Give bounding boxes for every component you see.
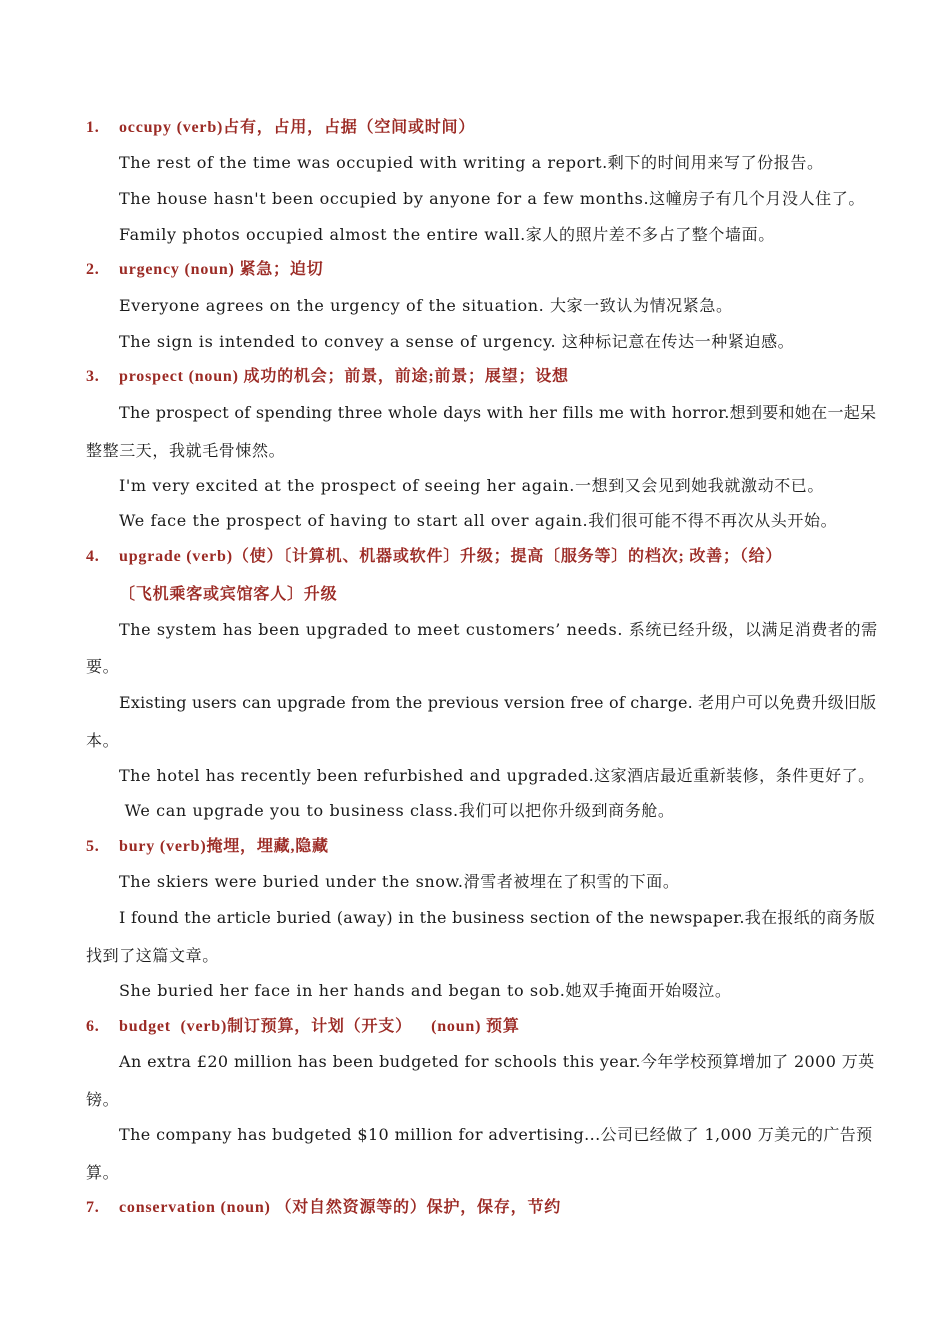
entry-heading-continued: 〔飞机乘客或宾馆客人〕升级 [119,586,338,603]
entry-heading [86,1016,520,1038]
example-sentence: The skiers were buried under the snow.滑雪者被埋在了积雪的下面。 [119,872,680,891]
example-sentence: The hotel has recently been refurbished and upgraded.这家酒店最近重新装修，条件更好了。 [119,766,875,785]
example-sentence: An extra £20 million has been budgeted for schools this year.今年学校预算增加了 2000 万英 [119,1052,875,1071]
example-sentence-continued: 找到了这篇文章。 [86,946,219,965]
entry-term: upgrade (verb)（使）〔计算机、机器或软件〕升级；提高〔服务等〕的档次; 改善；（给） [119,548,783,565]
example-sentence-continued: 本。 [86,731,120,750]
example-sentence: The house hasn't been occupied by anyone for a few months.这幢房子有几个月没人住了。 [119,189,865,208]
example-sentence: Everyone agrees on the urgency of the situation. 大家一致认为情况紧急。 [119,296,733,315]
example-sentence: I found the article buried (away) in the business section of the newspaper.我在报纸的商务版 [119,908,876,927]
example-sentence: Existing users can upgrade from the previous version free of charge. 老用户可以免费升级旧版 [119,693,877,712]
entry-number: 3. [86,368,100,385]
example-sentence: I'm very excited at the prospect of seeing her again.一想到又会见到她我就激动不已。 [119,476,824,495]
entry-term: occupy (verb)占有，占用，占据（空间或时间） [119,119,476,136]
entry-term: conservation (noun) （对自然资源等的）保护，保存，节约 [119,1199,562,1216]
example-sentence-continued: 要。 [86,657,120,676]
example-sentence: The rest of the time was occupied with writing a report.剩下的时间用来写了份报告。 [119,153,824,172]
example-sentence: We can upgrade you to business class.我们可以把你升级到商务舱。 [119,801,675,820]
example-sentence-continued: 整整三天，我就毛骨悚然。 [86,441,286,460]
entry-number: 2. [86,261,100,278]
entry-heading [86,259,323,281]
entry-heading [86,117,475,139]
entry-term: bury (verb)掩埋，埋藏,隐藏 [119,838,329,855]
entry-term: budget (verb)制订预算，计划（开支） (noun) 预算 [119,1018,520,1035]
entry-term: prospect (noun) 成功的机会；前景，前途;前景；展望；设想 [119,368,569,385]
example-sentence: We face the prospect of having to start all over again.我们很可能不得不再次从头开始。 [119,511,838,530]
example-sentence-continued: 算。 [86,1163,120,1182]
entry-number: 4. [86,548,100,565]
entry-number: 1. [86,119,100,136]
entry-number: 6. [86,1018,100,1035]
entry-number: 7. [86,1199,100,1216]
entry-number: 5. [86,838,100,855]
example-sentence: The company has budgeted $10 million for advertising...公司已经做了 1,000 万美元的广告预 [119,1125,873,1144]
entry-heading [86,1197,561,1219]
example-sentence: The system has been upgraded to meet customers’ needs. 系统已经升级，以满足消费者的需 [119,620,878,639]
entry-term: urgency (noun) 紧急；迫切 [119,261,324,278]
entry-heading [86,546,782,568]
example-sentence: Family photos occupied almost the entire wall.家人的照片差不多占了整个墙面。 [119,225,775,244]
example-sentence-continued: 镑。 [86,1090,120,1109]
example-sentence: She buried her face in her hands and began to sob.她双手掩面开始啜泣。 [119,981,732,1000]
entry-heading [86,366,569,388]
example-sentence: The prospect of spending three whole days with her fills me with horror.想到要和她在一起呆 [119,403,877,422]
example-sentence: The sign is intended to convey a sense of urgency. 这种标记意在传达一种紧迫感。 [119,332,795,351]
entry-heading [86,836,329,858]
